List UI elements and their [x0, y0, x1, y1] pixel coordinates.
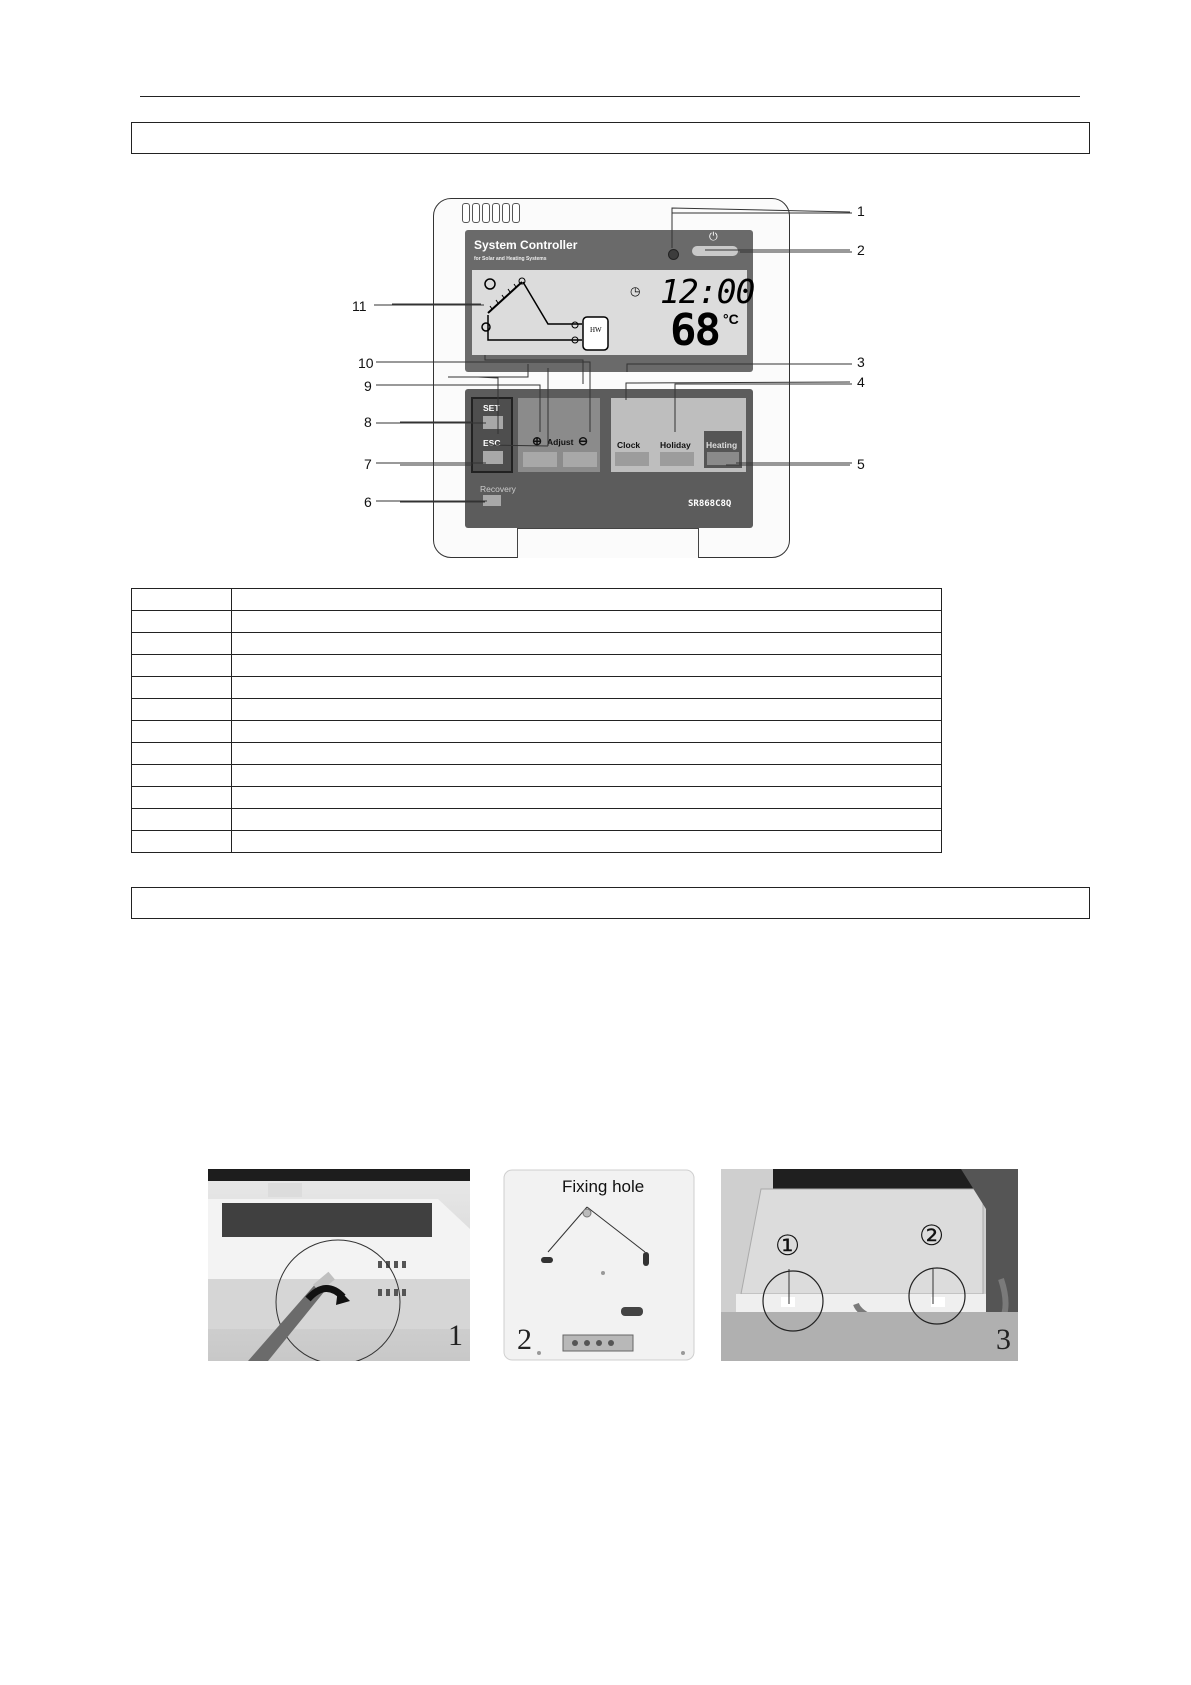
table-cell [132, 831, 232, 853]
table-row [132, 743, 942, 765]
esc-label: ESC [483, 438, 501, 448]
table-row [132, 633, 942, 655]
marker-1: ① [775, 1231, 801, 1262]
callout-2: 2 [857, 242, 865, 258]
set-label: SET [483, 403, 500, 413]
plus-icon: ⊕ [532, 434, 543, 448]
table-cell [232, 765, 942, 787]
callout-7: 7 [364, 456, 372, 472]
heating-label: Heating [706, 440, 738, 450]
photo-1-illustration [208, 1169, 470, 1361]
adjust-label: Adjust [547, 437, 574, 447]
table-cell [132, 633, 232, 655]
table-row [132, 655, 942, 677]
callout-11: 11 [352, 298, 367, 314]
parts-table [131, 588, 942, 853]
table-cell [132, 589, 232, 611]
table-cell [232, 699, 942, 721]
table-row [132, 831, 942, 853]
table-cell [232, 831, 942, 853]
callout-8: 8 [364, 414, 372, 430]
controller-title: System Controller [474, 238, 578, 252]
callout-10: 10 [358, 355, 374, 371]
table-row [132, 765, 942, 787]
table-cell [232, 611, 942, 633]
photo-number-2: 2 [517, 1323, 532, 1356]
model-number: SR868C8Q [688, 499, 732, 509]
table-cell [132, 655, 232, 677]
photo-number-1: 1 [448, 1319, 463, 1352]
table-cell [232, 655, 942, 677]
table-cell [132, 721, 232, 743]
holiday-label: Holiday [660, 440, 691, 450]
table-row [132, 721, 942, 743]
table-row [132, 677, 942, 699]
callout-6: 6 [364, 494, 372, 510]
minus-icon: ⊖ [578, 434, 589, 448]
callout-5: 5 [857, 456, 865, 472]
marker-2: ② [919, 1221, 945, 1252]
table-cell [232, 633, 942, 655]
table-row [132, 699, 942, 721]
callout-9: 9 [364, 378, 372, 394]
clock-icon: ◷ [630, 284, 641, 298]
installation-photo-2 [503, 1169, 695, 1361]
table-cell [132, 809, 232, 831]
table-cell [232, 743, 942, 765]
installation-photo-3 [721, 1169, 1018, 1361]
table-cell [232, 677, 942, 699]
table-cell [132, 699, 232, 721]
table-cell [232, 787, 942, 809]
lcd-temp-unit: °C [723, 311, 739, 327]
photo-3-illustration [721, 1169, 1018, 1361]
table-cell [232, 721, 942, 743]
table-cell [232, 809, 942, 831]
table-cell [232, 589, 942, 611]
lcd-temperature: 68 [670, 305, 719, 356]
tank-label: HW [590, 326, 602, 334]
callout-connectors [0, 0, 1191, 600]
power-icon: ⏻ [709, 231, 718, 243]
controller-subtitle: for Solar and Heating Systems [474, 256, 547, 262]
callout-3: 3 [857, 354, 865, 370]
lcd-time: 12:00 [660, 272, 755, 311]
fixing-hole-caption: Fixing hole [562, 1177, 645, 1196]
table-row [132, 611, 942, 633]
table-row [132, 809, 942, 831]
table-cell [132, 765, 232, 787]
clock-label: Clock [617, 440, 641, 450]
table-cell [132, 677, 232, 699]
table-cell [132, 787, 232, 809]
table-row [132, 589, 942, 611]
callout-1: 1 [857, 203, 865, 219]
installation-photo-1 [208, 1169, 470, 1361]
recovery-label: Recovery [480, 484, 516, 494]
table-row [132, 787, 942, 809]
table-cell [132, 611, 232, 633]
photo-number-3: 3 [996, 1323, 1011, 1356]
table-cell [132, 743, 232, 765]
section-heading-box-2 [131, 887, 1090, 919]
callout-4: 4 [857, 374, 865, 390]
